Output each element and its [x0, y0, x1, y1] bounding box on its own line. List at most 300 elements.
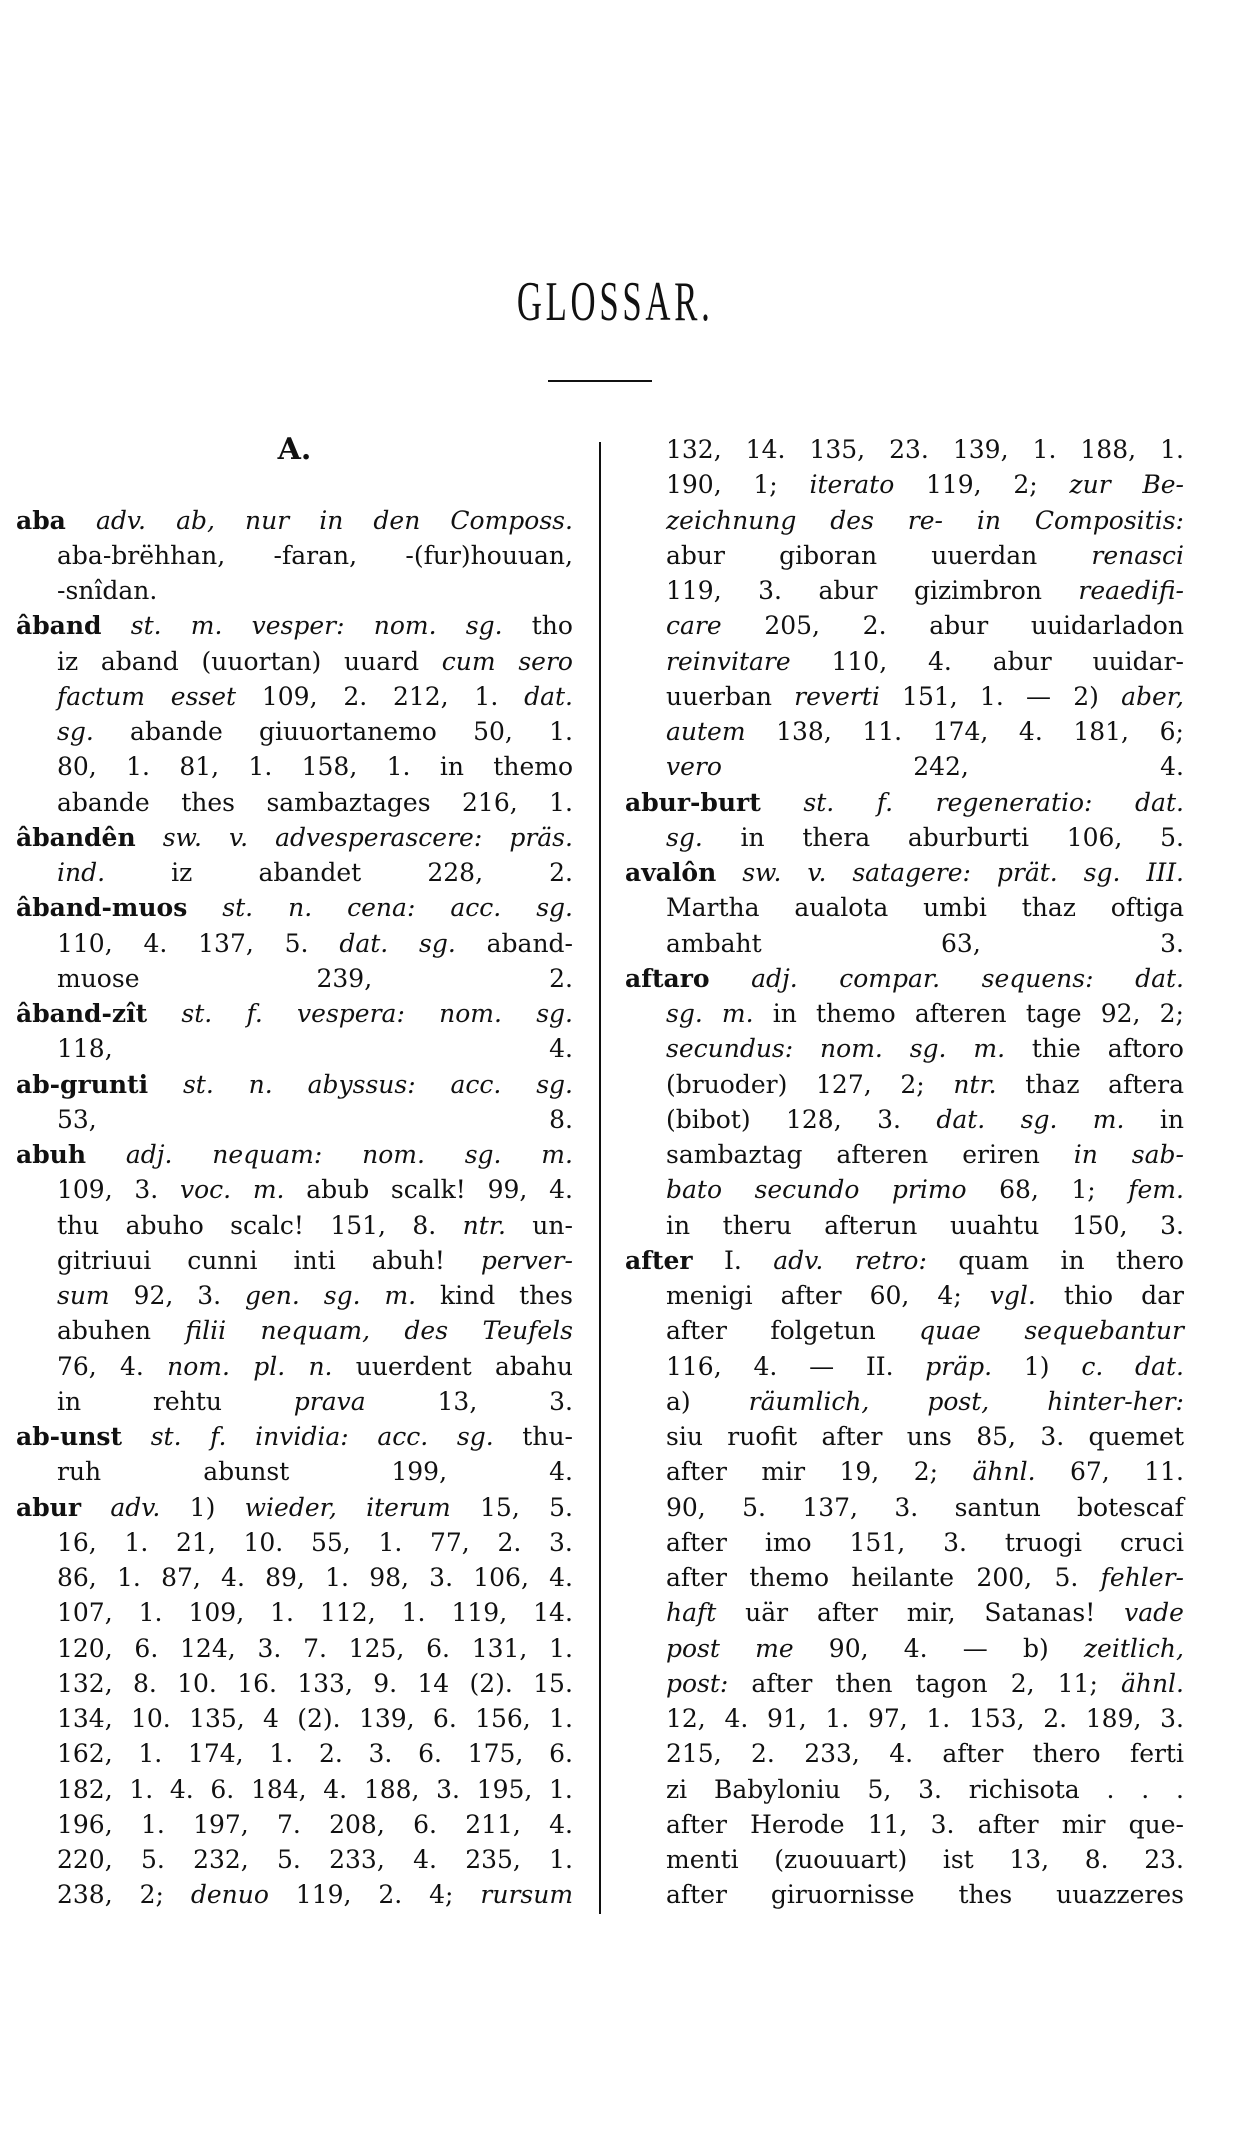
italic-text: in [319, 505, 344, 535]
entry-line [625, 1172, 1184, 1207]
entry-line [16, 1736, 573, 1771]
headword-text: âband-zît [16, 999, 148, 1028]
roman-text: 128, [786, 1104, 842, 1134]
roman-text: scalc! [230, 1210, 304, 1240]
italic-gloss [536, 890, 573, 925]
roman-text: 151, [849, 1527, 906, 1557]
entry-line [16, 820, 573, 855]
roman-text: 53, [57, 1104, 97, 1134]
text [325, 1560, 349, 1595]
text [477, 1772, 533, 1807]
roman-text: 14 [417, 1668, 450, 1698]
roman-text: 13, [1009, 1845, 1050, 1874]
text [758, 573, 782, 608]
roman-text: 10. [243, 1527, 284, 1557]
roman-text: 1. [116, 1563, 141, 1592]
entry-line [625, 1137, 1184, 1172]
text [742, 1490, 766, 1525]
roman-text: 1. [549, 1845, 573, 1874]
italic-gloss [176, 503, 215, 538]
text [549, 1034, 573, 1063]
roman-text: 90, [666, 1492, 706, 1522]
text [771, 1880, 915, 1909]
roman-text: 174, [187, 1739, 244, 1769]
italic-text: m. [973, 1034, 1006, 1064]
italic-text: esset [170, 681, 237, 711]
text [57, 1701, 113, 1736]
italic-gloss [1035, 503, 1184, 538]
roman-text: 63, [941, 928, 981, 958]
text [140, 1880, 164, 1909]
roman-text: 76, [57, 1351, 97, 1381]
italic-gloss [1135, 785, 1184, 820]
italic-text: reverti [794, 681, 880, 711]
text [984, 1595, 1095, 1630]
italic-text: m. [252, 1175, 285, 1205]
headword [16, 1067, 148, 1102]
italic-gloss [131, 608, 162, 643]
roman-text: ambaht [666, 928, 762, 958]
text [277, 1807, 301, 1842]
roman-text: 80, [57, 752, 97, 782]
italic-text: dat. [1135, 963, 1184, 993]
roman-text: gitriuui [57, 1245, 152, 1275]
text [427, 858, 483, 887]
italic-gloss [666, 1172, 722, 1207]
italic-gloss [319, 503, 343, 538]
roman-text: 3. [1160, 1210, 1184, 1240]
roman-text: ruofit [727, 1422, 798, 1451]
italic-text: pl. [253, 1351, 286, 1381]
italic-gloss [191, 608, 223, 643]
roman-text: afteren [836, 1140, 929, 1169]
text [1009, 1842, 1049, 1877]
italic-text: sg. [909, 1034, 947, 1064]
headword [16, 503, 66, 538]
italic-gloss [666, 996, 703, 1031]
text [237, 1666, 277, 1701]
text [549, 1490, 573, 1525]
entry-line [625, 503, 1184, 538]
text [862, 714, 902, 749]
headword [16, 1137, 86, 1172]
text [171, 858, 192, 887]
italic-gloss [180, 1172, 231, 1207]
text [57, 1807, 113, 1842]
roman-text: 4. [889, 1739, 914, 1769]
text [469, 1666, 512, 1701]
roman-text: 153, [968, 1704, 1025, 1733]
roman-text: 109, [188, 1598, 245, 1628]
roman-text: 4. [1018, 717, 1043, 746]
text [549, 1772, 573, 1807]
italic-gloss [57, 858, 105, 887]
text [1160, 1102, 1184, 1137]
roman-text: 109, [57, 1175, 113, 1205]
italic-gloss [1146, 855, 1184, 890]
text [1062, 1807, 1106, 1842]
text [413, 1807, 437, 1842]
roman-text: afterun [824, 1210, 918, 1240]
text [126, 749, 150, 784]
roman-text: (2). [469, 1668, 513, 1698]
text [666, 1560, 727, 1595]
roman-text: un- [532, 1210, 573, 1240]
roman-text: 3. [877, 1104, 901, 1134]
roman-text: 1. [1160, 435, 1184, 464]
roman-text: after [816, 1598, 878, 1628]
roman-text: themo [493, 752, 573, 782]
roman-text: 197, [193, 1809, 249, 1839]
entry-line [16, 714, 573, 749]
entry-line [625, 1595, 1184, 1630]
italic-gloss [936, 785, 1093, 820]
italic-gloss [480, 1880, 573, 1909]
roman-text: 60, [869, 1281, 910, 1310]
roman-text: 200, [976, 1563, 1033, 1592]
text [139, 1595, 163, 1630]
roman-text: 2. [549, 963, 574, 993]
text [666, 1384, 691, 1419]
text [904, 1631, 928, 1666]
roman-text: 50, [473, 717, 513, 746]
text [666, 1137, 802, 1172]
text [724, 1243, 742, 1278]
roman-text: giuuortanemo [259, 717, 437, 746]
italic-gloss [308, 1067, 416, 1102]
italic-gloss [185, 1313, 226, 1348]
text [926, 467, 982, 502]
italic-text: nom. [820, 1034, 883, 1064]
italic-text: sequens: [981, 963, 1094, 993]
roman-text: 5. [140, 1845, 165, 1874]
roman-text: 4. [549, 1457, 574, 1487]
roman-text: 195, [476, 1774, 533, 1804]
text [943, 1525, 967, 1560]
italic-gloss [167, 1349, 230, 1384]
glossary-entry [16, 890, 573, 996]
roman-text: 99, [487, 1175, 528, 1205]
italic-text: nom. [167, 1351, 230, 1381]
roman-text: in [666, 1210, 691, 1240]
roman-text: ist [942, 1845, 974, 1874]
roman-text: aftoro [1107, 1034, 1184, 1064]
text [802, 823, 870, 852]
roman-text: 215, [666, 1739, 722, 1769]
italic-gloss [229, 820, 248, 855]
italic-gloss [927, 1384, 989, 1419]
italic-text: adj. [751, 963, 798, 993]
text [1144, 1842, 1184, 1877]
text [487, 926, 573, 961]
text [153, 1387, 222, 1416]
roman-text: abur [929, 611, 989, 641]
text [753, 1349, 777, 1384]
roman-text: 2) [1073, 681, 1099, 711]
italic-gloss [977, 503, 1001, 538]
roman-text: iz [171, 858, 193, 887]
text [465, 1842, 521, 1877]
text [666, 538, 725, 573]
roman-text: (2). [297, 1704, 341, 1733]
italic-text: sg. [57, 717, 94, 746]
roman-text: 1. [549, 1774, 573, 1804]
text [1120, 1525, 1184, 1560]
italic-text: sg. [1020, 1104, 1058, 1134]
roman-text: Martha [666, 893, 760, 923]
roman-text: 175, [467, 1739, 524, 1769]
italic-gloss [253, 1349, 285, 1384]
italic-text: präs. [509, 822, 573, 852]
roman-text: 1. [1032, 435, 1057, 464]
roman-text: tage [1025, 999, 1082, 1028]
italic-gloss [1132, 1137, 1184, 1172]
roman-text: menti [666, 1845, 739, 1874]
roman-text: folgetun [770, 1316, 876, 1346]
text [320, 1595, 376, 1630]
italic-text: sequebantur [1024, 1316, 1184, 1346]
glossary-entry [625, 785, 1184, 856]
headword-text: abur [16, 1492, 82, 1522]
text [402, 1595, 426, 1630]
roman-text: 235, [465, 1845, 521, 1874]
roman-text: truogi [1004, 1527, 1083, 1557]
roman-text: mir [761, 1457, 806, 1487]
text [825, 1701, 849, 1736]
text [210, 1772, 234, 1807]
text [294, 1243, 336, 1278]
text [817, 1595, 878, 1630]
text [378, 1880, 402, 1909]
roman-text: — [962, 1633, 988, 1663]
text [1064, 1278, 1113, 1313]
text [753, 467, 777, 502]
text [1025, 1067, 1079, 1102]
text [198, 926, 254, 961]
roman-text: 2. [1043, 1704, 1068, 1733]
text [1033, 432, 1057, 467]
text [433, 1701, 457, 1736]
text [138, 1736, 162, 1771]
roman-text: 188, [363, 1774, 420, 1804]
text [473, 714, 513, 749]
entry-line [625, 1490, 1184, 1525]
text [57, 1034, 113, 1063]
roman-text: sambaztag [666, 1140, 803, 1169]
roman-text: 67, [1069, 1457, 1110, 1487]
italic-text: satagere: [852, 858, 971, 887]
roman-text: 212, [392, 681, 449, 711]
roman-text: thu- [522, 1422, 573, 1451]
text [666, 1454, 727, 1489]
roman-text: 81, [179, 752, 220, 782]
text [1077, 1490, 1184, 1525]
roman-text: 3. [257, 1633, 282, 1663]
italic-gloss [249, 1067, 273, 1102]
text [941, 929, 981, 958]
italic-gloss [57, 679, 145, 714]
roman-text: 133, [297, 1668, 353, 1698]
roman-text: 1. [270, 1598, 295, 1628]
headword-text: âband-muos [16, 893, 188, 923]
roman-text: after [666, 1880, 727, 1910]
text [877, 1102, 901, 1137]
glossary-entry [16, 1137, 573, 1419]
text [666, 1313, 727, 1348]
text [1023, 1631, 1049, 1666]
text [189, 1595, 245, 1630]
roman-text: oftiga [1110, 893, 1184, 923]
roman-text: 1. [325, 1563, 349, 1592]
italic-text: zeichnung [666, 505, 797, 535]
italic-text: nom. [362, 1140, 425, 1169]
italic-text: f. [210, 1422, 227, 1451]
text [270, 1595, 294, 1630]
italic-gloss [419, 926, 456, 961]
text [976, 1560, 1032, 1595]
glossary-entry [625, 961, 1184, 1243]
roman-text: in [57, 1386, 82, 1416]
roman-text: 2. [378, 1880, 403, 1910]
text [120, 1349, 144, 1384]
italic-text: sero [518, 646, 573, 676]
italic-gloss [171, 679, 236, 714]
text [1160, 1211, 1184, 1240]
text [1058, 1666, 1098, 1701]
text [330, 1208, 386, 1243]
text [839, 1454, 879, 1489]
headword-text: aftaro [625, 963, 710, 993]
italic-gloss [972, 1454, 1035, 1489]
roman-text: 3. [549, 1527, 573, 1557]
text [465, 1807, 521, 1842]
roman-text: 238, [57, 1880, 113, 1910]
roman-text: 5. [284, 928, 309, 958]
italic-text: III. [1146, 858, 1184, 887]
roman-text: 11; [1057, 1668, 1098, 1698]
italic-text: ntr. [462, 1210, 506, 1240]
text [359, 1701, 415, 1736]
entry-line [16, 1525, 573, 1560]
italic-gloss [465, 1137, 502, 1172]
text [130, 714, 223, 749]
roman-text: 116, [666, 1351, 722, 1381]
text [1160, 823, 1184, 852]
roman-text: cruci [1119, 1527, 1184, 1557]
italic-gloss [297, 996, 405, 1031]
text [57, 1842, 113, 1877]
italic-gloss [1121, 679, 1184, 714]
italic-text: post, [927, 1386, 990, 1416]
text [824, 1211, 917, 1240]
text [1043, 1701, 1067, 1736]
italic-text: prava [293, 1386, 366, 1416]
text [889, 432, 929, 467]
roman-text: after [751, 1668, 813, 1698]
text [1160, 1701, 1184, 1736]
text [666, 1490, 706, 1525]
text [497, 1525, 521, 1560]
text [472, 1631, 528, 1666]
entry-line [625, 679, 1184, 714]
entry-line [16, 1102, 573, 1137]
text [969, 1701, 1025, 1736]
roman-text: 118, [57, 1034, 113, 1064]
roman-text: in [439, 752, 464, 782]
italic-text: f. [246, 999, 263, 1028]
roman-text: -(fur)houuan, [405, 540, 573, 570]
roman-text: 1) [1023, 1351, 1050, 1381]
italic-gloss [252, 608, 345, 643]
text [666, 679, 772, 714]
roman-text: — [1025, 681, 1051, 711]
roman-text: abuhen [57, 1316, 152, 1346]
text [868, 1807, 908, 1842]
text [1070, 1454, 1110, 1489]
text [193, 1842, 249, 1877]
entry-line [16, 679, 573, 714]
roman-text: 2; [1013, 470, 1038, 500]
roman-text: 16. [237, 1668, 277, 1698]
roman-text: 158, [301, 752, 358, 782]
roman-text: -snîdan. [57, 576, 158, 605]
text [962, 1137, 1040, 1172]
roman-text: cunni [187, 1245, 258, 1275]
roman-text: (zuouuart) [774, 1845, 908, 1874]
roman-text: I. [724, 1245, 742, 1275]
italic-text: reaedifi- [1078, 576, 1184, 605]
entry-line [16, 961, 573, 996]
roman-text: 1; [753, 470, 778, 500]
roman-text: 184, [250, 1774, 307, 1804]
text [666, 1525, 727, 1560]
roman-text: uuerdent [355, 1351, 472, 1381]
roman-text: themo [749, 1563, 829, 1592]
roman-text: thero [1032, 1739, 1101, 1769]
roman-text: 107, [57, 1598, 113, 1628]
text [666, 1419, 703, 1454]
text [274, 538, 358, 573]
text [473, 1560, 529, 1595]
roman-text: 77, [430, 1527, 470, 1557]
italic-gloss [339, 926, 388, 961]
text [900, 1067, 924, 1102]
text [141, 1807, 165, 1842]
text [1031, 608, 1184, 643]
italic-gloss [541, 1137, 573, 1172]
roman-text: 7. [303, 1633, 327, 1663]
italic-gloss [1124, 1595, 1184, 1630]
roman-text: 1. [549, 717, 573, 746]
roman-text: 112, [320, 1598, 376, 1628]
text [955, 1490, 1041, 1525]
roman-text: giboran [779, 540, 878, 570]
entry-line [16, 573, 573, 608]
italic-text: retro: [854, 1245, 927, 1275]
italic-gloss [925, 1349, 992, 1384]
text [1056, 1880, 1184, 1909]
italic-text: v. [228, 822, 249, 852]
italic-text: sg. [456, 1422, 494, 1451]
roman-text: 1. [124, 1527, 149, 1557]
headword-text: avalôn [625, 858, 717, 887]
text [429, 1880, 453, 1909]
roman-text: 4. [143, 928, 168, 958]
entry-line [625, 1208, 1184, 1243]
italic-text: invidia: [255, 1422, 349, 1451]
roman-text: 4; [429, 1880, 454, 1910]
italic-gloss [57, 1278, 110, 1313]
